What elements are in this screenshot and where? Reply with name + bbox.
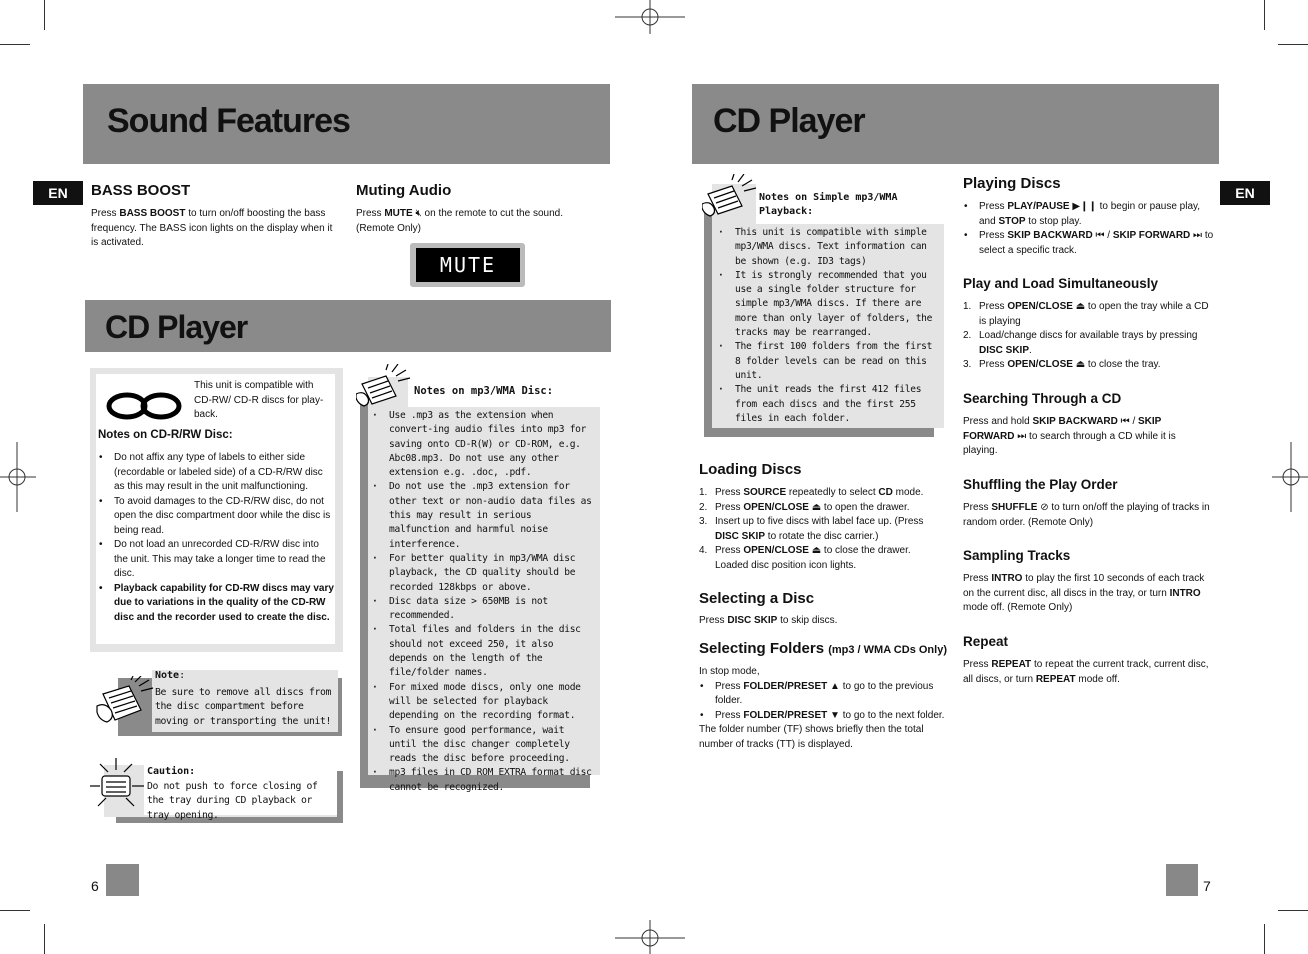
list-item: • Press SKIP BACKWARD ⏮ / SKIP FORWARD ⏭ to select a specific track. xyxy=(963,229,1215,258)
folders-list xyxy=(699,680,949,724)
compact-disc-recordable-logo xyxy=(105,390,185,422)
crop-mark xyxy=(44,0,45,30)
speaker-mute-icon: 🔇︎ xyxy=(412,208,422,219)
selecting-disc-section xyxy=(699,590,945,629)
repeat-heading: Repeat xyxy=(963,634,1009,649)
list-item: 1. Press SOURCE repeatedly to select CD mode. xyxy=(699,487,924,498)
selecting-disc-text: Press DISC SKIP to skip discs. xyxy=(699,615,838,626)
registration-mark-right xyxy=(1272,442,1308,512)
note-hand-icon xyxy=(95,676,155,726)
list-item: · Disc data size > 650MB is not recommended. xyxy=(368,595,592,624)
crop-mark xyxy=(1264,0,1265,30)
lang-tab-right: EN xyxy=(1220,181,1270,205)
list-item: · Use .mp3 as the extension when convert-ing audio files into mp3 for saving onto CD-R(W) or CD-ROM, e.g. Abc08.mp3. Do not use any other extension e.g. .doc, .pdf. xyxy=(368,409,592,480)
skip-backward-icon: ⏮ xyxy=(1092,230,1105,241)
section-title: CD Player xyxy=(105,309,248,345)
simple-notes-list xyxy=(714,226,938,426)
repeat-section xyxy=(963,634,1213,687)
eject-icon: ⏏ xyxy=(808,545,822,556)
registration-mark-left xyxy=(0,442,36,512)
list-item: · This unit is compatible with simple mp3/WMA discs. Text information can be shown (e.g. ID3 tags) xyxy=(714,226,938,269)
notes-hand-icon xyxy=(702,174,758,218)
simple-notes-heading: Notes on Simple mp3/WMA Playback: xyxy=(759,192,898,217)
list-item: • Do not load an unrecorded CD-R/RW disc into the unit. This may take a longer time to read the disc. xyxy=(98,538,334,582)
muting-heading: Muting Audio xyxy=(356,182,452,199)
mp3-notes-list xyxy=(368,409,592,795)
page-corner-square xyxy=(106,864,139,896)
sampling-section xyxy=(963,548,1215,616)
loading-discs-section xyxy=(699,461,945,573)
cdrw-intro: This unit is compatible with CD-RW/ CD-R discs for play-back. xyxy=(194,380,324,420)
list-item: 2. Load/change discs for available trays by pressing DISC SKIP. xyxy=(963,330,1198,356)
sound-features-banner xyxy=(83,84,610,164)
caution-text: Do not push to force closing of the tray during CD playback or tray opening. xyxy=(147,781,318,821)
note-text: Be sure to remove all discs from the disc compartment before moving or transporting the unit! xyxy=(155,687,331,727)
list-item: • Press FOLDER/PRESET ▲ to go to the previous folder. xyxy=(699,680,949,709)
folders-outro: The folder number (TF) shows briefly then the total number of tracks (TT) is displayed. xyxy=(699,724,924,750)
muting-text: Press MUTE 🔇︎ on the remote to cut the sound. (Remote Only) xyxy=(356,208,563,234)
selecting-folders-heading: Selecting Folders (mp3 / WMA CDs Only) xyxy=(699,640,947,657)
cdrw-heading: Notes on CD-R/RW Disc: xyxy=(98,429,233,441)
searching-heading: Searching Through a CD xyxy=(963,391,1122,406)
sampling-text: Press INTRO to play the first 10 seconds of each track on the current disc, all discs in the tray, or turn INTRO mode off. (Remote Only) xyxy=(963,573,1205,613)
list-item: 4. Press OPEN/CLOSE ⏏ to close the drawer. Loaded disc position icon lights. xyxy=(699,545,911,571)
play-pause-icon: ▶❙❙ xyxy=(1069,201,1097,212)
list-item: 3. Press OPEN/CLOSE ⏏ to close the tray. xyxy=(963,359,1161,370)
list-item: · The unit reads the first 412 files from each discs and the first 255 files in each folder. xyxy=(714,383,938,426)
eject-icon: ⏏ xyxy=(1072,359,1086,370)
folders-intro: In stop mode, xyxy=(699,666,760,677)
eject-icon: ⏏ xyxy=(1072,301,1086,312)
mp3-notes-heading: Notes on mp3/WMA Disc: xyxy=(414,385,554,397)
list-item: · Do not use the .mp3 extension for other text or non-audio data files as this may result in serious malfunction and harmful noise interference. xyxy=(368,480,592,551)
page-number-left: 6 xyxy=(91,878,99,894)
list-item: 3. Insert up to five discs with label face up. (Press DISC SKIP to rotate the disc carrier.) xyxy=(699,516,924,542)
page-title: CD Player xyxy=(713,102,865,140)
crop-mark xyxy=(1278,44,1308,45)
bass-boost-heading: BASS BOOST xyxy=(91,182,191,199)
playing-discs-section xyxy=(963,175,1215,258)
shuffle-section xyxy=(963,477,1213,530)
list-item: · For mixed mode discs, only one mode will be selected for playback depending on the recording format. xyxy=(368,681,592,724)
note-label: Note: xyxy=(155,670,186,681)
skip-forward-icon: ⏭ xyxy=(1190,230,1203,241)
shuffle-icon: ⊘ xyxy=(1037,502,1049,513)
loading-steps xyxy=(699,486,945,573)
registration-mark-bottom xyxy=(615,920,685,954)
skip-backward-icon: ⏮ xyxy=(1117,416,1130,427)
list-item: • To avoid damages to the CD-R/RW disc, do not open the disc compartment door while the disc is being read. xyxy=(98,495,334,539)
play-load-section xyxy=(963,276,1215,373)
play-load-steps xyxy=(963,300,1215,373)
crop-mark xyxy=(1264,924,1265,954)
list-item: · It is strongly recommended that you use a single folder structure for simple mp3/WMA discs. If there are more than only layer of folders, the tracks may be rearranged. xyxy=(714,269,938,340)
searching-text: Press and hold SKIP BACKWARD ⏮ / SKIP FORWARD ⏭ to search through a CD while it is playing. xyxy=(963,416,1176,456)
caution-hand-icon xyxy=(90,756,148,812)
crop-mark xyxy=(0,910,30,911)
list-item: · For better quality in mp3/WMA disc playback, the CD quality should be recorded 128kbps or above. xyxy=(368,552,592,595)
bass-boost-text: Press BASS BOOST to turn on/off boosting the bass frequency. The BASS icon lights on the display when it is activated. xyxy=(91,208,333,248)
list-item: • Playback capability for CD-RW discs may vary due to variations in the quality of the CD-RW disc and the recorder used to create the disc. xyxy=(98,582,334,626)
crop-mark xyxy=(1278,910,1308,911)
sampling-heading: Sampling Tracks xyxy=(963,548,1071,563)
cd-player-banner-left xyxy=(85,300,611,352)
list-item: · mp3 files in CD ROM EXTRA format disc cannot be recognized. xyxy=(368,766,592,795)
loading-heading: Loading Discs xyxy=(699,461,802,478)
repeat-text: Press REPEAT to repeat the current track, current disc, all discs, or turn REPEAT mode off. xyxy=(963,659,1209,685)
list-item: 1. Press OPEN/CLOSE ⏏ to open the tray while a CD is playing xyxy=(963,301,1209,327)
list-item: · Total files and folders in the disc should not exceed 250, it also depends on the length of the file/folder names. xyxy=(368,623,592,680)
selecting-folders-section xyxy=(699,640,949,752)
page-corner-square xyxy=(1166,864,1198,896)
list-item: • Press FOLDER/PRESET ▼ to go to the next folder. xyxy=(699,709,949,724)
list-item: · The first 100 folders from the first 8 folder levels can be read on this unit. xyxy=(714,340,938,383)
shuffle-heading: Shuffling the Play Order xyxy=(963,477,1118,492)
notes-hand-icon xyxy=(356,364,412,408)
mute-display: MUTE xyxy=(416,248,520,282)
lang-tab-left: EN xyxy=(33,181,83,205)
selecting-disc-heading: Selecting a Disc xyxy=(699,590,815,607)
cdrw-list xyxy=(98,451,334,625)
list-item: • Do not affix any type of labels to either side (recordable or labeled side) of a CD-R/RW disc as this may result in the unit malfunctioning. xyxy=(98,451,334,495)
crop-mark xyxy=(44,924,45,954)
down-arrow-icon: ▼ xyxy=(827,709,840,721)
list-item: • Press PLAY/PAUSE ▶❙❙ to begin or pause play, and STOP to stop play. xyxy=(963,200,1215,229)
caution-label: Caution: xyxy=(147,766,196,777)
registration-mark-top xyxy=(615,0,685,36)
playing-list xyxy=(963,200,1215,258)
page-number-right: 7 xyxy=(1203,878,1211,894)
skip-forward-icon: ⏭ xyxy=(1014,430,1027,442)
up-arrow-icon: ▲ xyxy=(827,680,840,692)
play-load-heading: Play and Load Simultaneously xyxy=(963,276,1159,291)
crop-mark xyxy=(0,44,30,45)
playing-heading: Playing Discs xyxy=(963,175,1061,192)
shuffle-text: Press SHUFFLE ⊘ to turn on/off the playing of tracks in random order. (Remote Only) xyxy=(963,502,1210,528)
bass-boost-section xyxy=(91,182,341,251)
muting-section xyxy=(356,182,601,236)
eject-icon: ⏏ xyxy=(808,501,822,513)
list-item: 2. Press OPEN/CLOSE ⏏ to open the drawer. xyxy=(699,501,910,513)
searching-section xyxy=(963,391,1213,459)
page-title: Sound Features xyxy=(107,102,350,140)
cd-player-banner-right xyxy=(692,84,1219,164)
list-item: · To ensure good performance, wait until the disc changer completely reads the disc before proceeding. xyxy=(368,724,592,767)
